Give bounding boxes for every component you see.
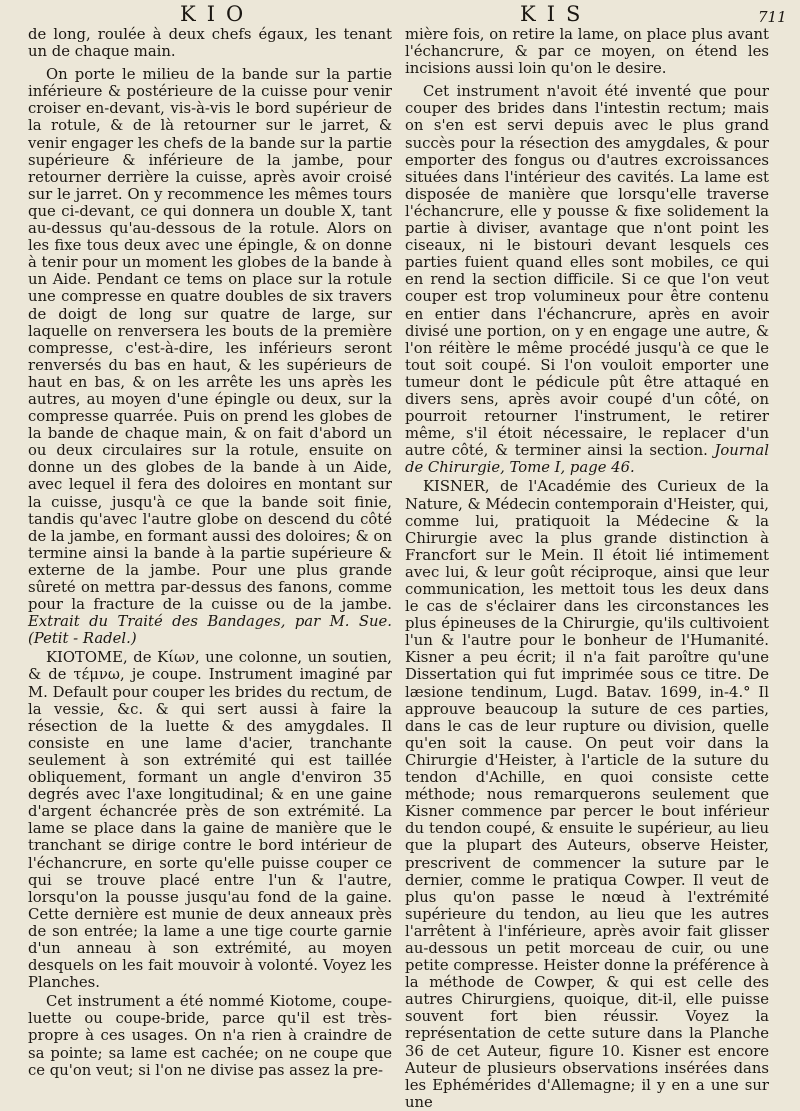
running-head-right: KIS xyxy=(520,2,592,26)
entry-kisner: KISNER, de l'Académie des Curieux de la Nature, & Médecin contemporain d'Heister, qui, comme lui, pratiquoit la Médecine & la Chirurgie avec la plus grande distinction à Francfort sur le Mein. Il étoit lié intimement avec lui, & leur goût réciproque, ainsi que leur communication, les mettoit tous les deux dans le cas de s'éclairer dans les circonstances les plus épineuses de la Chirurgie, qu'ils cultivoient l'un & l'autre pour le bonheur de l'Humanité. Kisner a peu écrit; il n'a fait paroître qu'une Dissertation qui fut imprimée sous ce titre. De læsione tendinum, Lugd. Batav. 1699, in-4.° Il approuve beaucoup la suture de ces parties, dans le cas de leur rupture ou division, quelle qu'en soit la cause. On peut voir dans la Chirurgie d'Heister, à l'article de la suture du tendon d'Achille, en quoi consiste cette méthode; nous remarquerons seulement que Kisner commence par percer le bout inférieur du tendon coupé, & ensuite le supérieur, au lieu que la plupart des Auteurs, observe Heister, prescrivent de commencer la suture par le dernier, comme le pratiqua Cowper. Il veut de plus qu'on passe le nœud à l'extrémité supérieure du tendon, au lieu que les autres l'arrêtent à l'inférieure, après avoir fait glisser au-dessous un petit morceau de cuir, ou une petite compresse. Heister donne la préférence à la méthode de Cowper, & qui est celle des autres Chirurgiens, quoique, dit-il, elle puisse souvent fort bien réussir. Voyez la représentation de cette suture dans la Planche 36 de cet Auteur, figure 10. Kisner est encore Auteur de plusieurs observations insérées dans les Ephémérides d'Allemagne; il y en a une sur une xyxy=(405,478,769,1111)
left-column xyxy=(28,26,392,1079)
page-number: 711 xyxy=(758,8,787,26)
right-column xyxy=(405,26,769,1111)
journal-citation: Journal de Chirurgie, Tome I, page 46. xyxy=(405,442,769,477)
bandage-instructions: On porte le milieu de la bande sur la partie inférieure & postérieure de la cuisse pour venir croiser en-devant, vis-à-vis le bord supérieur de la rotule, & de là retourner sur le jarret, & venir engager les chefs de la bande sur la partie supérieure & inférieure de la jambe, pour retourner derrière la cuisse, après avoir croisé sur le jarret. On y recommence les mêmes tours que ci-devant, ce qui donnera un double X, tant au-dessus qu'au-dessous de la rotule. Alors on les fixe tous deux avec une épingle, & on donne à tenir pour un moment les globes de la bande à un Aide. Pendant ce tems on place sur la rotule une compresse en quatre doubles de six travers de doigt de long sur quatre de large, sur laquelle on renversera les bouts de la première compresse, c'est-à-dire, les inférieurs seront renversés du bas en haut, & les supérieurs de haut en bas, & on les arrête les uns après les autres, au moyen d'une épingle ou deux, sur la compresse quarrée. Puis on prend les globes de la bande de chaque main, & on fait d'abord un ou deux circulaires sur la rotule, ensuite on donne un des globes de la bande à un Aide, avec lequel il fera des doloires en montant sur la cuisse, jusqu'à ce que la bande soit finie, tandis qu'avec l'autre globe on descend du côté de la jambe, en formant aussi des doloires; & on termine ainsi la bande à la partie supérieure & externe de la jambe. Pour une plus grande sûreté on mettra par-dessus des fanons, comme pour la fracture de la cuisse ou de la jambe. xyxy=(28,66,392,614)
entry-kiotome: KIOTOME, de Κίων, une colonne, un soutien, & de τέμνω, je coupe. Instrument imaginé par M. Default pour couper les brides du rectum, de la vessie, &c. & qui sert aussi à faire la résection de la luette & des amygdales. Il consiste en une lame d'acier, tranchante seulement à son extrémité qui est taillée obliquement, formant un angle d'environ 35 degrés avec l'axe longitudinal; & en une gaine d'argent échancrée près de son extrémité. La lame se place dans la gaine de manière que le tranchant se dirige contre le bord intérieur de l'échancrure, en sorte qu'elle puisse couper ce qui se trouve placé entre l'un & l'autre, lorsqu'on la pousse jusqu'au fond de la gaine. Cette dernière est munie de deux anneaux près de son entrée; la lame a une tige courte garnie d'un anneau à son extrémité, au moyen desquels on les fait mouvoir à volonté. Voyez les Planches. xyxy=(28,649,392,992)
left-paragraph-4: Cet instrument a été nommé Kiotome, coupe-luette ou coupe-bride, parce qu'il est très-propre à ces usages. On n'a rien à craindre de sa pointe; sa lame est cachée; on ne coupe que ce qu'on veut; si l'on ne divise pas assez la pre- xyxy=(28,993,392,1079)
bandage-source-citation: Extrait du Traité des Bandages, par M. Sue. (Petit - Radel.) xyxy=(28,613,392,648)
right-paragraph-2 xyxy=(405,83,769,476)
left-paragraph-1: de long, roulée à deux chefs égaux, les tenant un de chaque main. xyxy=(28,26,392,61)
kiotome-usage-text: Cet instrument n'avoit été inventé que pour couper des brides dans l'intestin rectum; mais on s'en est servi depuis avec le plus grand succès pour la résection des amygdales, & pour emporter des fongus ou d'autres excroissances situées dans l'intérieur des cavités. La lame est disposée de manière que lorsqu'elle traverse l'échancrure, elle y pousse & fixe solidement la partie à diviser, avantage que n'ont point les ciseaux, ni le bistouri devant lesquels ces parties fuient quand elles sont mobiles, ce qui en rend la section difficile. Si ce que l'on veut couper est trop volumineux pour être contenu en entier dans l'échancrure, après en avoir divisé une portion, on y en engage une autre, & l'on réitère le même procédé jusqu'à ce que le tout soit coupé. Si l'on vouloit emporter une tumeur dont le pédicule pût être attaqué en divers sens, après avoir coupé d'un côté, on pourroit retourner l'instrument, le retirer même, s'il étoit nécessaire, le replacer d'un autre côté, & terminer ainsi la section. xyxy=(405,83,769,460)
running-head-left: KIO xyxy=(180,2,255,26)
right-paragraph-1: mière fois, on retire la lame, on place plus avant l'échancrure, & par ce moyen, on étend les incisions aussi loin qu'on le desire. xyxy=(405,26,769,78)
left-paragraph-2 xyxy=(28,66,392,647)
